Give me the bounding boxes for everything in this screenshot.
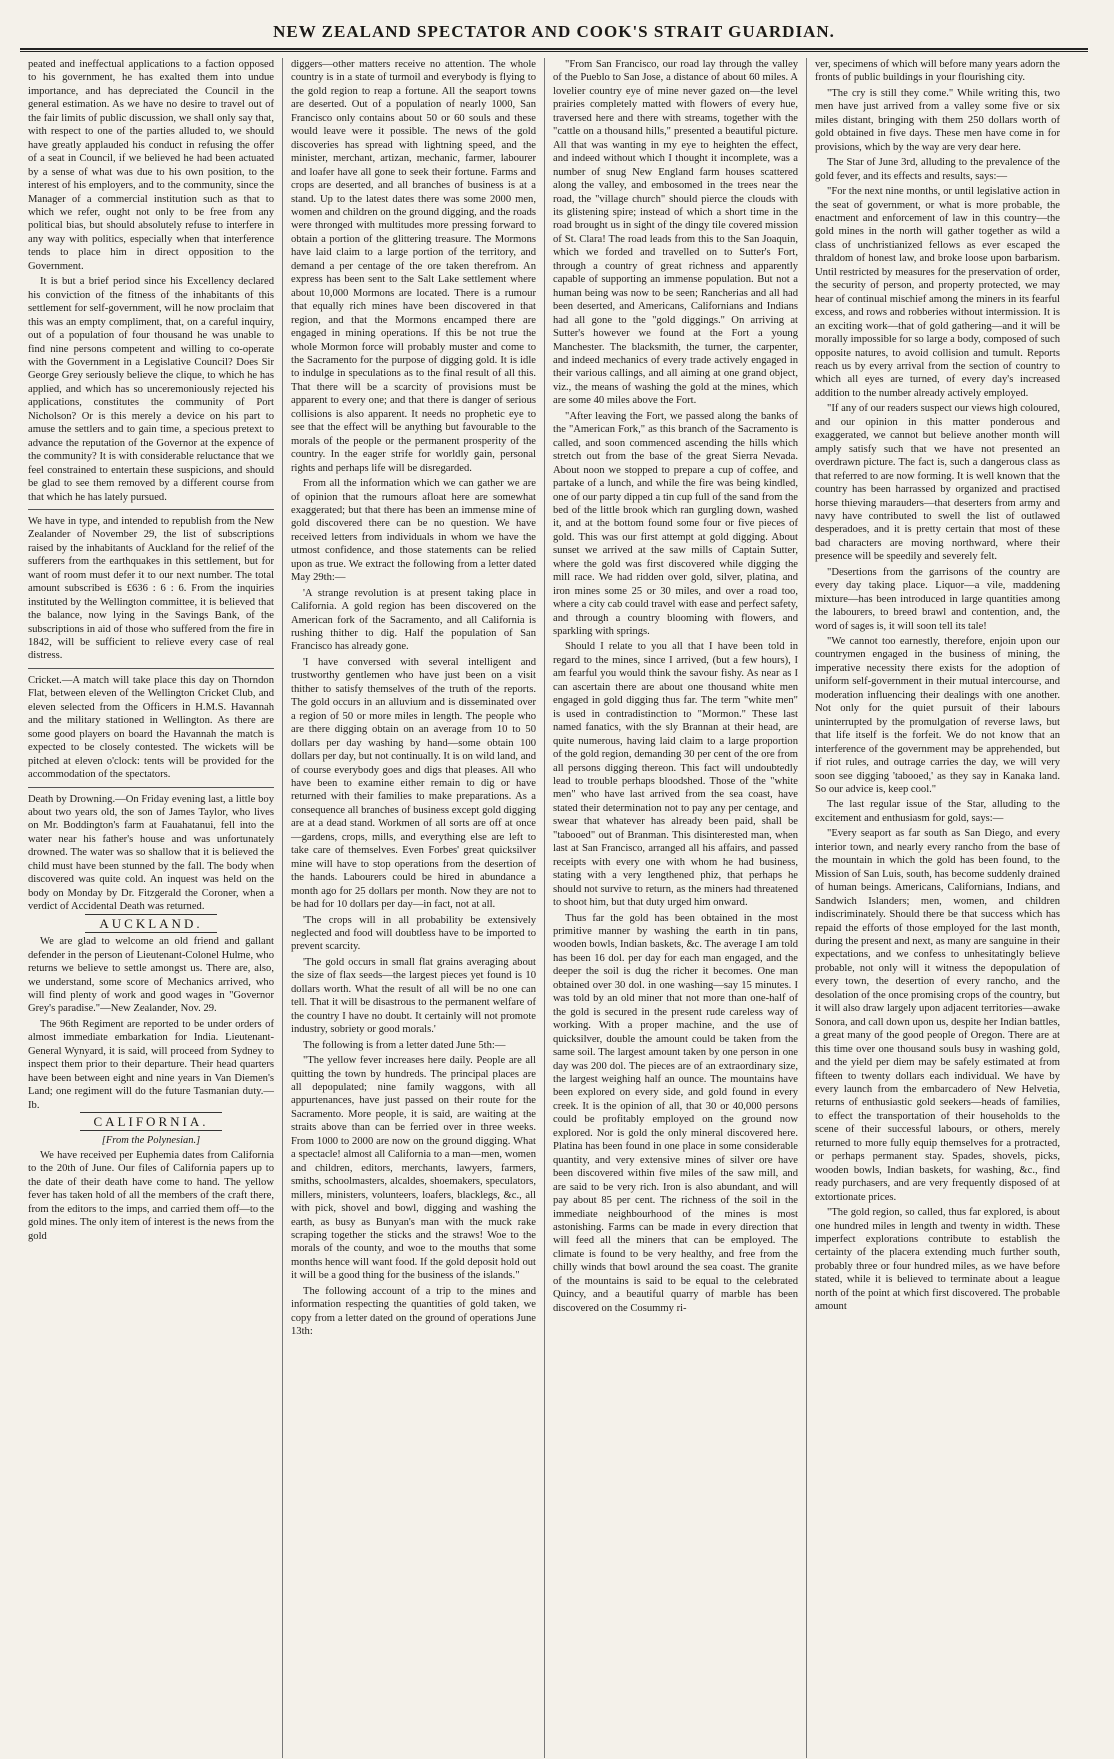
article-text: The Star of June 3rd, alluding to the prevalence of the gold fever, and its effects and results, says:— [815,157,1060,182]
section-heading-text: CALIFORNIA. [80,1112,223,1131]
article-text: "If any of our readers suspect our views high coloured, and our opinion in this matter ponderous and exaggerated, we cannot but believe another month will amply satisfy such that we have not presented an overdrawn picture. The fact is, such a dangerous class as that referred to are now forming. It is well known that the country has been harrassed by organized and practised horse thieving marauders—that deserters from army and navy have contributed to swell the list of outlawed desperadoes, and it is pretty certain that most of these bad characters are moving northward, where their presence will be speedily and severely felt. [815,403,1060,563]
article-text: "The yellow fever increases here daily. People are all quitting the town by hundreds. The principal places are all depopulated; nine family waggons, with all appurtenances, have just passed on their route for the Sacramento. More people, it is said, are waiting at the straits above than can be ferried over in three weeks. From 1000 to 2000 are now on the ground digging. What a spectacle! almost all California to a man—men, women and children, editors, merchants, lawyers, farmers, smiths, schoolmasters, alcaldes, shoemakers, speculators, millers, ministers, volunteers, loafers, blacklegs, &c., all with pick, shovel and bowl, digging and washing the earth, as busy as Bunyan's man with the muck rake scraping together the sticks and the straws! Woe to the morals of the county, and woe to the mouths that some months hence will want food. If the gold deposit hold out it will be a good thing for the business of the islands." [291,1055,536,1282]
article-text: "The gold region, so called, thus far explored, is about one hundred miles in length and twenty in width. These imperfect explorations contribute to establish the certainty of the placera extending much further south, probably three or four hundred miles, as we have before stated, while it is believed to terminate about a league north of the point at which first discovered. The probable amount [815,1207,1060,1313]
article-text: From all the information which we can gather we are of opinion that the rumours afloat here are somewhat exaggerated; but that there has been an immense mine of gold discovered there can be no question. We have received letters from individuals in whom we have the utmost confidence, and those statements can be relied upon as true. We extract the following from a letter dated May 29th:— [291,478,536,584]
article-text: ver, specimens of which will before many years adorn the fronts of public buildings in your flourishing city. [815,59,1060,84]
article-text: "We cannot too earnestly, therefore, enjoin upon our countrymen engaged in the business of mining, the imperative necessity there exists for the adoption of uniform self-government in their mutual intercourse, and moderation influencing their dealings with one another. Not only for the quiet pursuit of their labours uninterrupted by the promulgation of reverse laws, but that life itself is the forfeit. We do not know that an interference of the government may be apprehended, but if riot rules, and outrage carries the day, we will very soon see digging 'tabooed,' as they say in Kanaka land. So our advice is, keep cool." [815,636,1060,796]
section-heading-california [28,1114,274,1131]
article-text: Death by Drowning.—On Friday evening last, a little boy about two years old, the son of James Taylor, who lives on Mr. Boddington's farm at Fauahatanui, fell into the water near his father's house and was unfortunately drowned. The water was so shallow that it is believed the child must have been stunned by the fall. The body when discovered was quite cold. An inquest was held on the body on Monday by Dr. Fitzgerald the Coroner, when a verdict of Accidental Death was returned. [28,793,274,913]
article-text: 'The gold occurs in small flat grains averaging about the size of flax seeds—the largest pieces yet found is 10 dollars worth. What the result of all will be no one can tell. That it will be disastrous to the permanent welfare of the country I have no doubt. It certainly will not promote industry, sobriety or good morals.' [291,956,536,1036]
article-text: diggers—other matters receive no attention. The whole country is in a state of turmoil and everybody is flying to the gold region to reap a fortune. All the seaport towns are deserted. Out of a population of nearly 1000, San Francisco only contains about 50 or 60 souls and these would leave were it possible. The news of the gold discoveries has spread with lightning speed, and the minister, merchant, artizan, mechanic, farmer, labourer and loafer have all gone to seek their fortune. Farms and crops are deserted, and all branches of business is at a stand. Up to the latest dates there was some 2000 men, women and children on the ground digging, and the roads were thronged with multitudes more pressing forward to obtain a portion of the glittering treasure. The Mormons have laid claim to a large portion of the territory, and demand a per centage of the ore taken therefrom. An express has been sent to the Salt Lake settlement where about 10,000 Mormons are located. There is a rumour that equally rich mines have been discovered in that region, and that the Mormons encamped there are engaged in mining operations. If this be not true the whole Mormon force will probably muster and come to the Sacramento for the purpose of digging gold. It is idle to indulge in speculations as to the final result of all this. That there will be a scarcity of provisions must be apparent to every one; and that there is danger of serious collisions is also apparent. It needs no prophetic eye to see that the effect will be anything but favourable to the morals of the people or the permanent prosperity of the country. In the eager strife for worldly gain, personal rights and perhaps life will be disregarded. [291,59,536,474]
masthead-rule [20,48,1088,50]
article-divider [28,787,274,788]
column-4 [806,58,1068,1758]
columns [20,58,1088,1758]
column-1 [20,58,282,1758]
article-text: The last regular issue of the Star, alluding to the excitement and enthusiasm for gold, says:— [815,799,1060,824]
article-text: "From San Francisco, our road lay through the valley of the Pueblo to San Jose, a distance of about 60 miles. A lovelier country eye of mine never gazed on—the level prairies completely matted with flowers of every hue, traversed here and there with streams, together with the "cattle on a thousand hills," presented a beautiful picture. All that was wanting in my eye to heighten the effect, and indeed without which I thought it incomplete, was a number of snug New England farm houses scattered along the valley, and embosomed in the trees near the road, the "village church" should pierce the clouds with its glistening spire; instead of which a short time in the road brought us in sight of the dingy tile covered mission of St. Clara! The road leads from this to the San Joaquin, which we forded and travelled on to Sutter's Fort, through a country of great richness and apparently capable of supporting an immense population. But not a human being was now to be seen; Rancherias and all had been deserted, and Americans, Californians and Indians had all gone to the "gold diggings." On arriving at Sutter's however we found at the Fort a young Manchester. The blacksmith, the turner, the carpenter, and indeed mechanics of every trade actively engaged in their various callings, and all aiming at one grand object, viz., the means of washing the gold at the mines, which are some 40 miles above the Fort. [553,59,798,407]
article-divider [28,509,274,510]
article-text: Thus far the gold has been obtained in the most primitive manner by washing the earth in tin pans, wooden bowls, Indian baskets, &c. The average I am told has been 16 dol. per day for each man engaged, and the deeper the soil is dug the richer it becomes. One man obtained over 30 dol. in one washing—say 15 minutes. I was told by an old miner that not more than one-half of the gold is secured in the present rude careless way of working. With a proper machine, and the use of quicksilver, double the amount could be taken from the same soil. The largest amount taken by one person in one day was 200 dol. The pieces are of an extraordinary size, the largest weighing half an ounce. The mountains have been explored on every side, and gold found in every creek. It is the opinion of all, that 30 or 40,000 persons could be profitably employed on the ground now explored. Nor is gold the only mineral discovered here. Platina has been found in one place in some considerable quantity, and very extensive mines of silver ore have been discovered within five miles of the saw mill, and are said to be very rich. Iron is also abundant, and will pay about 85 per cent. The richness of the soil in the immediate neighbourhood of the mines is most astonishing. Farms can be made in every direction that will feed all the miners that can be employed. The climate is found to be very healthy, and free from the chilly winds that bowl around the sea coast. The granite of the mountains is said to be equal to the celebrated Quincy, and a beautiful quarry of marble has been discovered on the Cosummy ri- [553,912,798,1314]
article-text: "For the next nine months, or until legislative action in the seat of government, or what is more probable, the enactment and enforcement of law in this country—the gold mines in the north will gather together as wild a class of unchristianized fellows as ever escaped the thraldom of honest law, and broke loose upon barbarism. Until restricted by measures for the preservation of order, the security of person, and property protected, we may hear of continual mischief among the miners in its fearful excess, and rows and robberies without intermission. It is an exciting work—that of gold gathering—and it will be morally impossible for so large a body, composed of such opposite natures, to avoid collision and tumult. Reports reach us by every arrival from the section of country to which all eyes are turned, of every day's increased addition to the number already actively employed. [815,186,1060,399]
masthead-rule-thin [20,51,1088,52]
article-text: We have received per Euphemia dates from California to the 20th of June. Our files of California papers up to the date of their death have come to hand. The yellow fever has taken hold of all the members of the craft there, from the editors to the imps, and carried them off—to the gold mines. The only item of interest is the news from the gold [28,1149,274,1242]
column-3 [544,58,806,1758]
article-text: "Desertions from the garrisons of the country are every day taking place. Liquor—a vile, maddening mixture—has been introduced in large quantities among the labourers, to breed brawl and contention, and, the word of sages is, it will soon tell its tale! [815,566,1060,632]
article-text: "Every seaport as far south as San Diego, and every interior town, and nearly every rancho from the base of the mountain in which the gold has been found, to the Mission of San Luis, south, has become suddenly drained of human beings. Americans, Californians, Indians, and Sandwich Islanders; men, women, and children indiscriminately. Should there be that success which has repaid the efforts of those employed for the last month, during the present and next, as many are sanguine in their expectations, and we confess to unhesitatingly believe probable, not only will it witness the depopulation of every town, the desertion of every rancho, and the desolation of the once promising crops of the country, but it will also draw largely upon adjacent territories—awake Sonora, and call down upon us, despite her Indian battles, a great many of the good people of Oregon. There are at this time over one thousand souls busy in washing gold, and the yield per diem may be safely estimated at from fifteen to twenty dollars each individual. We have by every launch from the embarcadero of New Helvetia, returns of enthusiastic gold seekers—heads of families, to effect the transportation of their households to the scene of their successful labours, or others, merely returned to more fully equip themselves for a protracted, or perhaps permanent stay. Spades, shovels, picks, wooden bowls, Indian baskets, for washing, &c., find ready purchasers, and are very frequently disposed of at extortionate prices. [815,828,1060,1203]
section-heading-auckland [28,916,274,933]
column-2 [282,58,544,1758]
article-text: 'I have conversed with several intelligent and trustworthy gentlemen who have just been on a visit thither to satisfy themselves of the truth of the reports. The gold occurs in an alluvium and is disseminated over a region of 50 or more miles in length. The people who are there digging obtain on an average from 10 to 50 dollars per day washing by hand—some obtain 100 dollars per day, but not continually. It is on wild land, and of course everybody goes and digs that pleases. All who have been to examine either remain to dig or have returned with their families to make preparations. As a consequence all branches of business except gold digging are at a dead stand. Workmen of all sorts are off at once—gardens, crops, mills, and everything else are left to take care of themselves. Even Forbes' great quicksilver mine will have to stop operations from the desertion of the hands. Labourers could be hired in abundance a month ago for 25 dollars per month. Now they are not to be had for 10 dollars per day—in fact, not at all. [291,656,536,911]
article-text: We are glad to welcome an old friend and gallant defender in the person of Lieutenant-Colonel Hulme, who returns we believe to settle amongst us. There are, also, we understand, some score of Mechanics arrived, who will find plenty of work and good wages in "Governor Grey's paradise."—New Zealander, Nov. 29. [28,936,274,1015]
article-text: 'The crops will in all probability be extensively neglected and food will doubtless have to be imported to prevent scarcity. [291,914,536,953]
section-heading-text: AUCKLAND. [85,914,216,933]
article-text: The following is from a letter dated June 5th:— [303,1039,506,1051]
article-text: Cricket.—A match will take place this day on Thorndon Flat, between eleven of the Wellington Cricket Club, and eleven selected from the Officers in H.M.S. Havannah and the military stationed in Wellington. As there are some good players on board the Havannah the match is expected to be closely contested. The wickets will be pitched at eleven o'clock: tents will be provided for the accommodation of the spectators. [28,674,274,781]
source-line: [From the Polynesian.] [101,1134,201,1146]
article-text: Should I relate to you all that I have been told in regard to the mines, since I arrived, (but a few hours), I am fearful you would think the savour fishy. As near as I can ascertain there are about one thousand white men engaged in gold digging thus far. The term "white men" is used in contradistinction to "Mormon." These last named fanatics, with the sly Brannan at their head, are quite numerous, having laid claim to a large proportion of the gold region, demanding 30 per cent of the ore from all persons digging thereon. This fact will undoubtedly lead to trouble perhaps bloodshed. Those of the "white men" who have last arrived from the sea coast, have stated their determination not to pay any per centage, and swear that whatever has already been paid, shall be "tabooed" out of Branman. This disinterested man, when last at San Francisco, arranged all his affairs, and passed receipts with every one with whom he had business, stating with a very lengthened phiz, that perhaps he should not survive to return, as the miners had threatened to shoot him, but that duty urged him onward. [553,641,798,909]
article-text: peated and ineffectual applications to a faction opposed to his government, he has exalted them into undue importance, and has depreciated the Council in the general estimation. As we have no desire to travel out of the fair limits of public discussion, we shall only say that, with respect to one of the parties alluded to, we should have greatly applauded his conduct in refusing the offer of a seat in Council, if we believed he had been actuated by a sense of what was due to his own position, to the interest of his employers, and to the community, since the Manager of a commercial institution such as that to which we refer, ought not only to be free from any political bias, but should absolutely refuse to interfere in any way with politics, especially when that interference tends to place him in direct opposition to the Government. [28,59,274,272]
article-divider [28,668,274,669]
article-text: It is but a brief period since his Excellency declared his conviction of the fitness of the inhabitants of this settlement for self-government, will he now proclaim that this was an empty compliment, that, on a careful inquiry, out of a population of four thousand he was unable to find nine persons competent and willing to co-operate with the Government in a Legislative Council? Does Sir George Grey seriously believe the clique, to which he has applied, and which has so unceremoniously rejected his applications, constitutes the community of Port Nicholson? Or is this merely a device on his part to amuse the settlers and to gain time, a specious pretext to advance the reputation of the Governor at the expence of the community? It is with considerable reluctance that we feel constrained to entertain these suspicions, and should be glad to see them removed by a different course from that which he has lately pursued. [28,276,274,503]
article-text: The following account of a trip to the mines and information respecting the quantities of gold taken, we copy from a letter dated on the ground of operations June 13th: [291,1285,536,1338]
article-text: 'A strange revolution is at present taking place in California. A gold region has been discovered on the American fork of the Sacramento, and all California is rushing thither to dig. Half the population of San Francisco has already gone. [291,587,536,653]
masthead-title: NEW ZEALAND SPECTATOR AND COOK'S STRAIT GUARDIAN. [273,22,835,41]
article-text: "After leaving the Fort, we passed along the banks of the "American Fork," as this branch of the Sacramento is called, and soon commenced ascending the hills which stretch out from the base of the great Sierra Nevada. About noon we stopped to prepare a cup of coffee, and partake of a lunch, and while the fire was being kindled, one of our party dipped a tin cup full of the sand from the bed of the little brook which ran gurgling down, washed it, and at the bottom found some four or five pieces of gold. This was our first attempt at gold digging. About sunset we arrived at the saw mills of Captain Sutter, where the gold was first discovered while digging the mill race. We had ridden over gold, silver, platina, and iron mines some 25 or 30 miles, and over a road too, where a city cab could travel with ease and perfect safety, and through a country blooming with flowers, and sparkling with springs. [553,410,798,638]
article-text: We have in type, and intended to republish from the New Zealander of November 29, the list of subscriptions raised by the inhabitants of Auckland for the relief of the sufferers from the earthquakes in this settlement, but for want of room must defer it to our next number. The total amount subscribed is £636 : 6 : 6. From the inquiries instituted by the Wellington committee, it is believed that the balance, now lying in the Savings Bank, of the subscriptions in aid of those who suffered from the fire in 1842, will be sufficient to relieve every case of real distress. [28,515,274,662]
article-text: "The cry is still they come." While writing this, two men have just arrived from a valley some five or six miles distant, bringing with them 250 dollars worth of gold obtained in five days. These men have come in for provisions, which by the way are very dear here. [815,87,1060,153]
article-text: The 96th Regiment are reported to be under orders of almost immediate embarkation for India. Lieutenant-General Wynyard, it is said, will proceed from Sydney to inspect them prior to their departure. Their head quarters have been between eight and nine years in Van Diemen's Land; one regiment will do the future Tasmanian duty.—Ib. [28,1018,274,1111]
